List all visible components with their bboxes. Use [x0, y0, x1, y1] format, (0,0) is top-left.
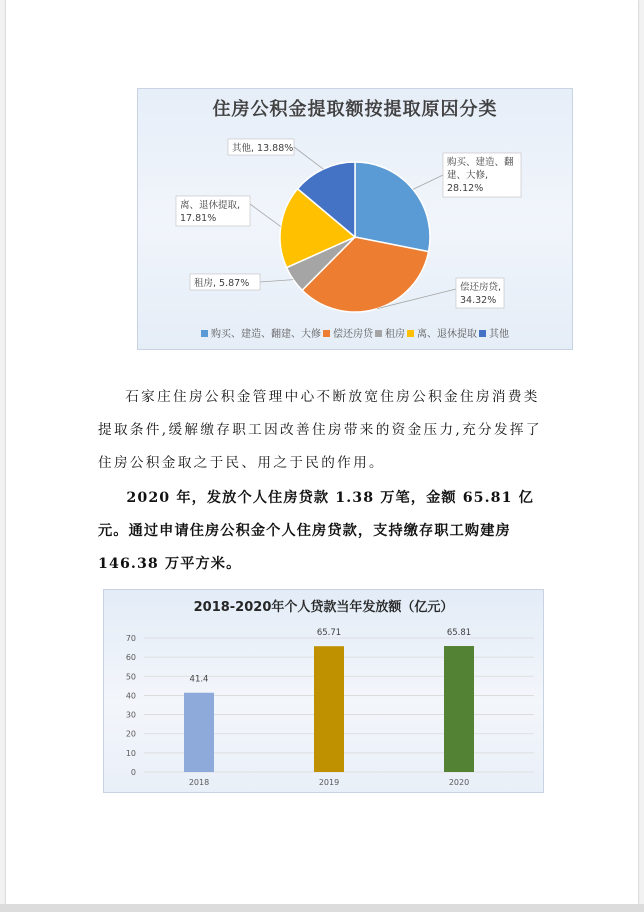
legend-item — [479, 325, 509, 340]
pie-data-label: 建、大修, — [447, 170, 489, 181]
bar-chart-title: 2018-2020年个人贷款当年发放额（亿元） — [193, 600, 454, 615]
pie-data-label: 离、退休提取, — [180, 200, 241, 211]
legend-swatch — [479, 330, 486, 337]
pie-leader-line — [260, 280, 293, 282]
pie-data-label: 17.81% — [180, 213, 217, 224]
legend-item — [323, 325, 373, 340]
pie-chart-legend — [138, 325, 572, 340]
pie-leader-line — [413, 175, 443, 189]
legend-label: 租房 — [385, 329, 405, 340]
x-tick-label: 2020 — [448, 778, 470, 787]
legend-swatch — [407, 330, 414, 337]
legend-item — [407, 325, 477, 340]
y-tick-label: 20 — [125, 729, 136, 739]
bar — [444, 646, 474, 772]
body-paragraph-2: 2020 年，发放个人住房贷款 1.38 万笔，金额 65.81 亿元。通过申请住房公积金个人住房贷款，支持缴存职工购建房 146.38 万平方米。 — [98, 490, 534, 572]
legend-swatch — [201, 330, 208, 337]
bar — [314, 646, 344, 772]
y-tick-label: 10 — [125, 748, 136, 758]
y-tick-label: 40 — [125, 691, 136, 701]
pie-data-label: 偿还房贷, — [460, 282, 502, 293]
y-tick-label: 30 — [125, 710, 136, 720]
bar-chart-canvas — [104, 590, 543, 792]
legend-label: 其他 — [489, 329, 509, 340]
pie-chart-title: 住房公积金提取额按提取原因分类 — [212, 99, 498, 120]
legend-swatch — [375, 330, 382, 337]
pie-leader-line — [250, 204, 281, 227]
x-tick-label: 2018 — [188, 778, 210, 787]
page-bottom-edge — [0, 904, 644, 912]
pie-data-label: 购买、建造、翻 — [447, 157, 514, 168]
pie-data-label: 租房, 5.87% — [194, 278, 250, 289]
legend-item — [201, 325, 321, 340]
legend-item — [375, 325, 405, 340]
pie-slice — [355, 162, 430, 252]
legend-label: 偿还房贷 — [333, 329, 373, 340]
pie-chart — [137, 88, 573, 350]
y-tick-label: 50 — [125, 672, 136, 682]
legend-label: 离、退休提取 — [417, 329, 477, 340]
pie-chart-canvas — [138, 89, 572, 349]
bar-value-label: 65.81 — [446, 628, 472, 639]
y-tick-label: 70 — [125, 634, 136, 643]
legend-swatch — [323, 330, 330, 337]
pie-data-label: 34.32% — [460, 295, 497, 306]
body-paragraph-1: 石家庄住房公积金管理中心不断放宽住房公积金住房消费类提取条件,缓解缴存职工因改善住房带来的资金压力,充分发挥了住房公积金取之于民、用之于民的作用。 — [98, 389, 542, 471]
pie-data-label: 其他, 13.88% — [232, 143, 294, 154]
y-tick-label: 60 — [125, 653, 136, 663]
bar-value-label: 65.71 — [316, 628, 342, 639]
bar-value-label: 41.4 — [189, 674, 209, 685]
bar — [184, 693, 214, 772]
x-tick-label: 2019 — [318, 778, 340, 787]
legend-label: 购买、建造、翻建、大修 — [211, 329, 321, 340]
pie-leader-line — [294, 147, 323, 169]
bar-chart — [103, 589, 544, 793]
pie-data-label: 28.12% — [447, 183, 484, 194]
y-tick-label: 0 — [130, 768, 136, 777]
